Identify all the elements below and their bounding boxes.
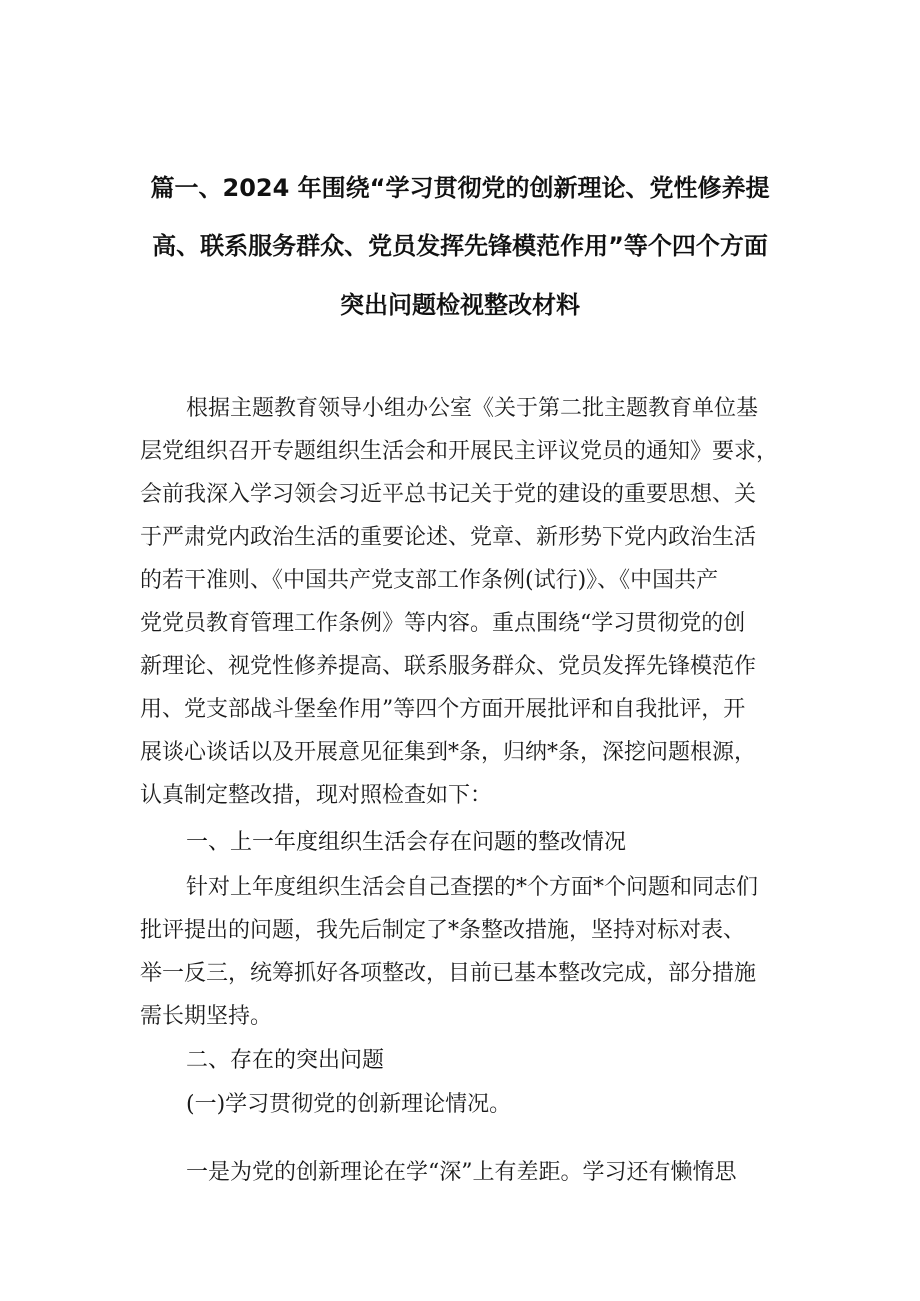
intro-line-9: 展谈心谈话以及开展意见征集到*条，归纳*条，深挖问题根源， <box>140 740 757 765</box>
intro-line-1: 根据主题教育领导小组办公室《关于第二批主题教育单位基 <box>186 396 759 421</box>
intro-line-10: 认真制定整改措，现对照检查如下： <box>140 783 493 808</box>
document-title-line-1: 篇一、2024 年围绕“学习贯彻党的创新理论、党性修养提 <box>150 174 770 202</box>
section-1-line-4: 需长期坚持。 <box>140 1004 273 1029</box>
section-1-heading: 一、上一年度组织生活会存在问题的整改情况 <box>186 830 627 855</box>
intro-line-6: 党党员教育管理工作条例》等内容。重点围绕“学习贯彻党的创 <box>140 611 746 636</box>
section-1-line-3: 举一反三，统筹抓好各项整改，目前已基本整改完成，部分措施 <box>140 961 757 986</box>
document-title-line-2: 高、联系服务群众、党员发挥先锋模范作用”等个四个方面 <box>152 232 768 260</box>
section-1-line-1: 针对上年度组织生活会自己查摆的*个方面*个问题和同志们 <box>186 875 759 900</box>
intro-line-2: 层党组织召开专题组织生活会和开展民主评议党员的通知》要求， <box>140 439 779 464</box>
section-2-line-1: 一是为党的创新理论在学“深”上有差距。学习还有懒惰思 <box>186 1160 737 1185</box>
section-2-heading: 二、存在的突出问题 <box>186 1048 385 1073</box>
intro-line-7: 新理论、视党性修养提高、联系服务群众、党员发挥先锋模范作 <box>140 654 757 679</box>
intro-line-4: 于严肃党内政治生活的重要论述、党章、新形势下党内政治生活 <box>140 525 757 550</box>
section-2-subheading: (一)学习贯彻党的创新理论情况。 <box>186 1092 512 1117</box>
document-title-line-3: 突出问题检视整改材料 <box>340 291 580 319</box>
section-1-line-2: 批评提出的问题，我先后制定了*条整改措施，坚持对标对表、 <box>140 918 746 943</box>
intro-line-8: 用、党支部战斗堡垒作用”等四个方面开展批评和自我批评，开 <box>140 697 746 722</box>
intro-line-3: 会前我深入学习领会习近平总书记关于党的建设的重要思想、关 <box>140 482 757 507</box>
intro-line-5: 的若干准则、《中国共产党支部工作条例(试行)》、《中国共产 <box>140 568 719 593</box>
